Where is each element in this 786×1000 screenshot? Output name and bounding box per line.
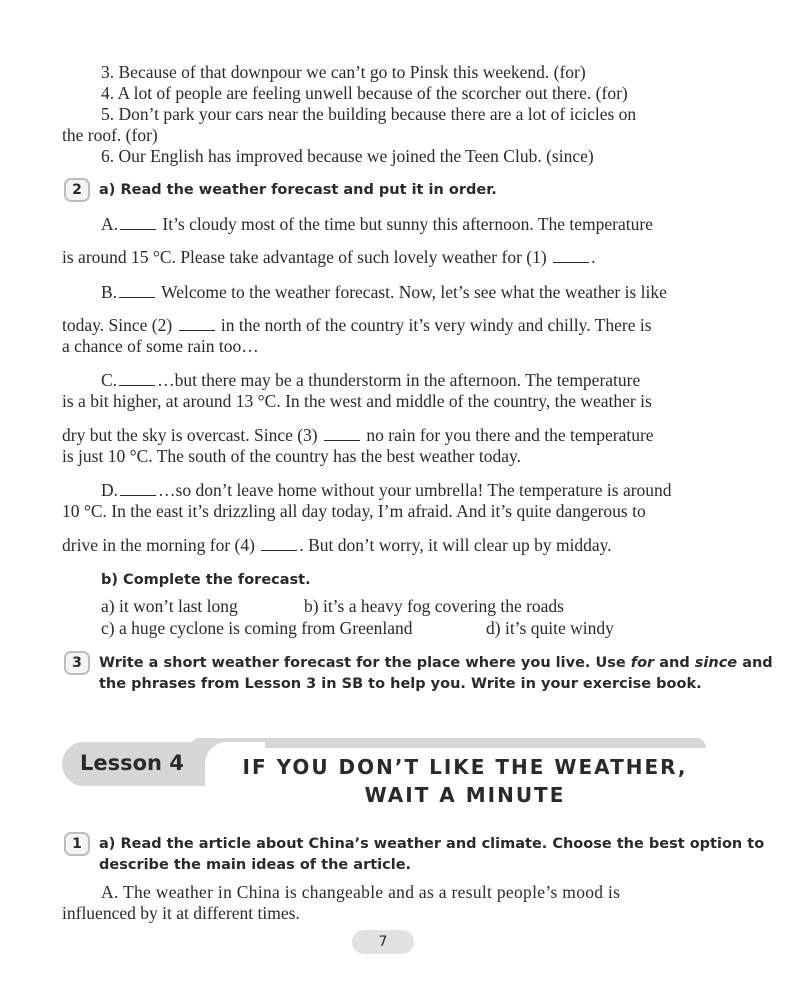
option-c: c) a huge cyclone is coming from Greenland [101,618,413,638]
ex3-text-2: and [654,655,695,671]
forecast-A-line2-text: is around 15 °C. Please take advantage of such lovely weather for (1) [62,247,547,267]
forecast-B-line3: a chance of some rain too… [62,336,259,356]
forecast-A-label: A. [101,214,119,234]
forecast-D-line3-post: . But don’t worry, it will clear up by midday. [299,535,612,555]
forecast-B-line2 [62,315,706,335]
answer-blank-3[interactable] [324,426,360,441]
forecast-A-text: It’s cloudy most of the time but sunny this afternoon. The temperature [162,214,653,234]
forecast-D-line3 [62,535,706,555]
forecast-C-label: C. [101,370,118,390]
forecast-D-line3-pre: drive in the morning for (4) [62,535,255,555]
forecast-C-line3 [62,425,706,445]
forecast-A-line2-end: . [591,247,596,267]
forecast-B-line2-pre: today. Since (2) [62,315,173,335]
lesson-label: Lesson 4 [80,751,184,775]
exercise-3-instruction-line2: the phrases from Lesson 3 in SB to help you. Write in your exercise book. [99,676,702,692]
option-d: d) it’s quite windy [486,618,614,638]
page-number: 7 [352,930,414,954]
answer-blank-4[interactable] [261,536,297,551]
forecast-C-line3-post: no rain for you there and the temperature [366,425,654,445]
article-option-A-line2: influenced by it at different times. [62,903,300,923]
article-option-A-line1: A. The weather in China is changeable and as a result people’s mood is [101,882,621,902]
forecast-A-line1 [101,214,706,234]
ex3-word-for: for [630,655,655,671]
forecast-A-line2 [62,247,706,267]
lesson-exercise-1-instruction-line2: describe the main ideas of the article. [99,857,412,873]
answer-blank-1[interactable] [553,248,589,263]
exercise-3-instruction-line1 [99,653,773,673]
answer-blank-C[interactable] [119,371,155,386]
sentence-4: 4. A lot of people are feeling unwell because of the scorcher out there. (for) [101,83,628,103]
sentence-6: 6. Our English has improved because we joined the Teen Club. (since) [101,146,594,166]
sentence-3: 3. Because of that downpour we can’t go to Pinsk this weekend. (for) [101,62,586,82]
answer-blank-B[interactable] [119,283,155,298]
lesson-header-bar [190,738,706,748]
forecast-D-text: …so don’t leave home without your umbrella! The temperature is around [158,480,672,500]
forecast-C-line2: is a bit higher, at around 13 °C. In the west and middle of the country, the weather is [62,391,652,411]
lesson-title-line1: IF YOU DON’T LIKE THE WEATHER, [242,755,688,779]
answer-blank-D[interactable] [120,481,156,496]
forecast-B-text: Welcome to the weather forecast. Now, let’s see what the weather is like [161,282,667,302]
forecast-B-label: B. [101,282,118,302]
option-a: a) it won’t last long [101,596,238,616]
forecast-C-text: …but there may be a thunderstorm in the afternoon. The temperature [157,370,641,390]
exercise-3-badge: 3 [64,651,90,675]
forecast-B-line2-post: in the north of the country it’s very windy and chilly. There is [220,315,652,335]
forecast-B-line1 [101,282,706,302]
answer-blank-2[interactable] [179,316,215,331]
exercise-2a-instruction: a) Read the weather forecast and put it in order. [99,182,497,198]
forecast-D-line2: 10 °C. In the east it’s drizzling all day today, I’m afraid. And it’s quite dangerous to [62,501,646,521]
forecast-C-line4: is just 10 °C. The south of the country has the best weather today. [62,446,521,466]
forecast-D-line1 [101,480,706,500]
sentence-5-line1: 5. Don’t park your cars near the building because there are a lot of icicles on [101,104,637,124]
lesson-exercise-1-instruction-line1: a) Read the article about China’s weather and climate. Choose the best option to [99,836,765,852]
forecast-C-line1 [101,370,706,390]
option-b: b) it’s a heavy fog covering the roads [304,596,564,616]
ex3-text-1: Write a short weather forecast for the place where you live. Use [99,655,631,671]
ex3-text-3: and [737,655,773,671]
exercise-2-badge: 2 [64,178,90,202]
answer-blank-A[interactable] [120,215,156,230]
forecast-C-line3-pre: dry but the sky is overcast. Since (3) [62,425,318,445]
exercise-2b-instruction: b) Complete the forecast. [101,572,311,588]
sentence-5-line2: the roof. (for) [62,125,158,145]
lesson-title-line2: WAIT A MINUTE [364,783,566,807]
forecast-D-label: D. [101,480,119,500]
ex3-word-since: since [694,655,738,671]
lesson-exercise-1-badge: 1 [64,832,90,856]
